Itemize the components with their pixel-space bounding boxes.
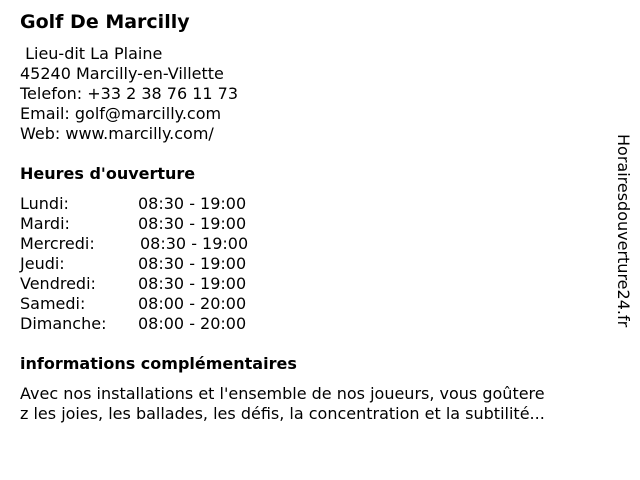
phone-number: Telefon: +33 2 38 76 11 73 (20, 84, 239, 103)
hours-row (20, 274, 280, 294)
address-city: 45240 Marcilly-en-Villette (20, 64, 224, 83)
time-range: 08:30 - 19:00 (138, 254, 247, 273)
email-address: Email: golf@marcilly.com (20, 104, 222, 123)
day-label: Dimanche: (20, 314, 107, 333)
info-heading: informations complémentaires (20, 354, 297, 373)
description-line: Avec nos installations et l'ensemble de nos joueurs, vous goûtere (20, 384, 545, 403)
day-label: Mercredi: (20, 234, 95, 253)
business-name: Golf De Marcilly (20, 11, 190, 33)
time-range: 08:00 - 20:00 (138, 314, 247, 333)
hours-row (20, 314, 280, 334)
hours-row (20, 194, 280, 214)
day-label: Vendredi: (20, 274, 96, 293)
description-line: z les joies, les ballades, les défis, la concentration et la subtilité... (20, 404, 545, 423)
watermark-text: Horairesdouverture24.fr (614, 134, 633, 328)
hours-row (20, 234, 280, 254)
time-range: 08:30 - 19:00 (140, 234, 249, 253)
watermark (612, 134, 634, 374)
time-range: 08:30 - 19:00 (138, 194, 247, 213)
day-label: Lundi: (20, 194, 69, 213)
contact-block (20, 44, 238, 144)
day-label: Mardi: (20, 214, 70, 233)
hours-row (20, 254, 280, 274)
website: Web: www.marcilly.com/ (20, 124, 214, 143)
hours-row (20, 294, 280, 314)
hours-row (20, 214, 280, 234)
hours-heading: Heures d'ouverture (20, 164, 196, 183)
address-street: Lieu-dit La Plaine (20, 44, 163, 63)
time-range: 08:00 - 20:00 (138, 294, 247, 313)
hours-table (20, 194, 280, 334)
day-label: Samedi: (20, 294, 86, 313)
info-description (20, 384, 595, 424)
time-range: 08:30 - 19:00 (138, 214, 247, 233)
time-range: 08:30 - 19:00 (138, 274, 247, 293)
day-label: Jeudi: (20, 254, 65, 273)
